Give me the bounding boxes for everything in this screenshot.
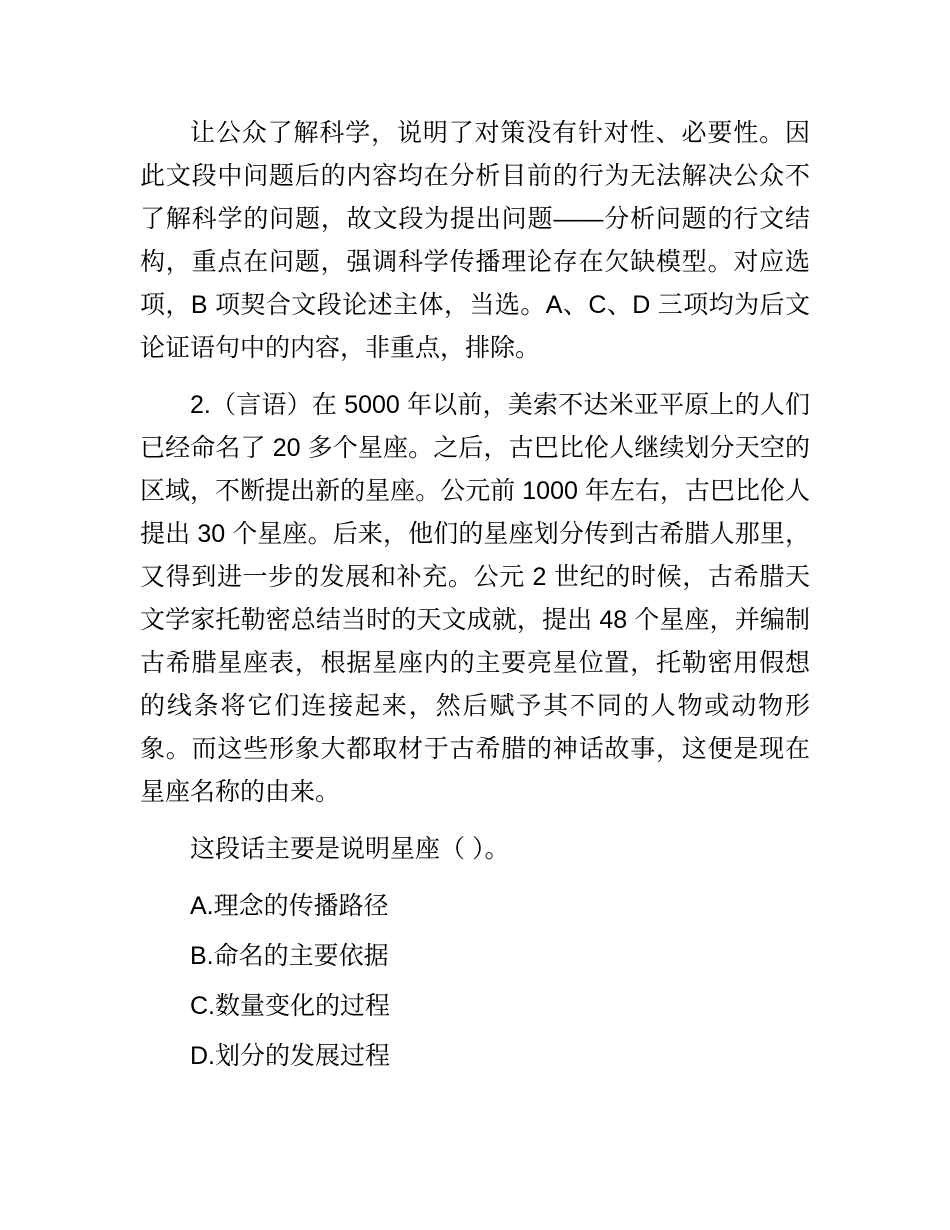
option-d: D.划分的发展过程	[190, 1042, 391, 1070]
question-stem-paragraph: 2.（言语）在 5000 年以前，美索不达米亚平原上的人们已经命名了 20 多个星座。之后，古巴比伦人继续划分天空的区域，不断提出新的星座。公元前 1000 年左右，古巴比伦人提出 30 个星座。后来，他们的星座划分传到古希腊人那里，又得到进一步的发展和补充。公元 2 世纪的时候，古希腊天文学家托勒密总结当时的天文成就，提出 48 个星座，并编制古希腊星座表，根据星座内的主要亮星位置，托勒密用假想的线条将它们连接起来，然后赋予其不同的人物或动物形象。而这些形象大都取材于古希腊的神话故事，这便是现在星座名称的由来。	[140, 391, 810, 806]
analysis-paragraph: 让公众了解科学，说明了对策没有针对性、必要性。因此文段中问题后的内容均在分析目前的行为无法解决公众不了解科学的问题，故文段为提出问题——分析问题的行文结构，重点在问题，强调科学传播理论存在欠缺模型。对应选项，B 项契合文段论述主体，当选。A、C、D 三项均为后文论证语句中的内容，非重点，排除。	[140, 119, 810, 362]
option-c: C.数量变化的过程	[190, 992, 391, 1020]
question-prompt: 这段话主要是说明星座（ ）。	[190, 835, 510, 863]
option-a: A.理念的传播路径	[190, 892, 389, 920]
options-list	[140, 885, 810, 1078]
option-b: B.命名的主要依据	[190, 942, 389, 970]
